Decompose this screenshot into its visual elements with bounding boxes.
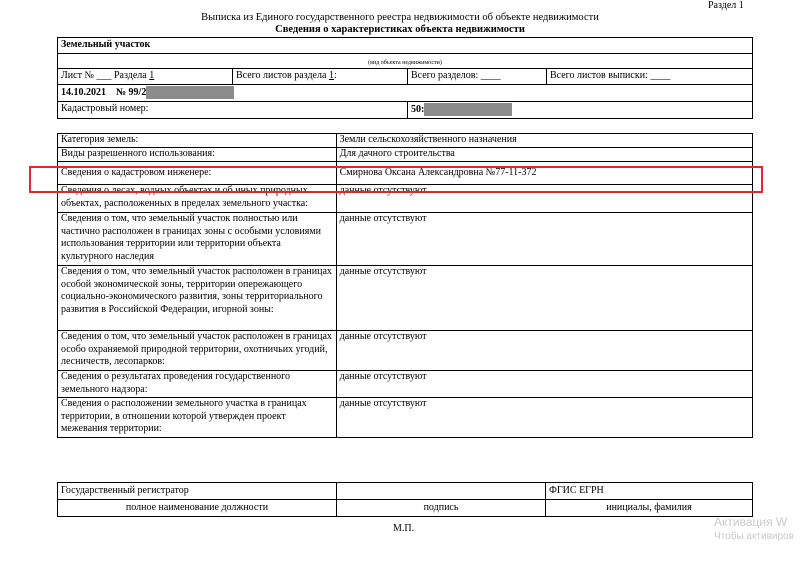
stamp-label: М.П. [393, 523, 415, 534]
row-value: Для дачного строительства [336, 148, 752, 162]
document-title: Выписка из Единого государственного реестра недвижимости об объекте недвижимости [201, 12, 599, 23]
row-label: Сведения о расположении земельного участка в границах территории, в отношении которой утвержден проект межевания территории: [58, 398, 337, 438]
row-label: Сведения о результатах проведения государственного земельного надзора: [58, 371, 337, 398]
row-label: Сведения о том, что земельный участок расположен в границах особой экономической зоны, территории опережающего социально-экономического развития, зоны территориального развития в Российской Федерации, игорной зоны: [58, 266, 337, 331]
total-section-sheets-suffix: : [333, 70, 337, 81]
row-label: Сведения о том, что земельный участок полностью или частично расположен в границах зоны с особыми условиями использования территории или территории объекта культурного наследия [58, 213, 337, 266]
object-type-hint: (вид объекта недвижимости) [58, 54, 753, 69]
total-extract-sheets: Всего листов выписки: ____ [547, 69, 753, 85]
row-label: Сведения о кадастровом инженере: [58, 162, 337, 185]
total-section-sheets-cell [233, 69, 408, 85]
total-section-sheets-label: Всего листов раздела [236, 70, 327, 81]
row-value: данные отсутствуют [336, 398, 752, 438]
row-value: данные отсутствуют [336, 185, 752, 213]
total-section-sheets-value: 1 [328, 70, 334, 81]
sheet-info-cell [58, 69, 233, 85]
sheet-number-label: Лист № ___ [61, 70, 112, 81]
table-row [58, 398, 753, 438]
document-subtitle: Сведения о характеристиках объекта недвижимости [275, 24, 525, 35]
object-header-table [57, 37, 753, 119]
name-hint: инициалы, фамилия [546, 500, 753, 517]
table-row [58, 371, 753, 398]
registrar-signature-cell [337, 483, 546, 500]
activation-watermark: Активация W [714, 515, 788, 529]
object-type: Земельный участок [58, 38, 753, 54]
cadastral-prefix: 50: [411, 103, 425, 115]
cadastral-value-cell [408, 102, 753, 119]
section-number-label: Раздела [113, 70, 147, 81]
table-row [58, 213, 753, 266]
row-value: Земли сельскохозяйственного назначения [336, 134, 752, 148]
row-value: данные отсутствуют [336, 371, 752, 398]
row-label: Виды разрешенного использования: [58, 148, 337, 162]
row-label: Сведения о том, что земельный участок расположен в границах особо охраняемой природной территории, охотничьих угодий, лесничеств, лесопарков: [58, 331, 337, 371]
total-sections: Всего разделов: ____ [408, 69, 547, 85]
extract-date: 14.10.2021 [61, 86, 106, 98]
extract-number: № 99/2 [116, 86, 147, 98]
redacted-number [146, 86, 234, 99]
table-row [58, 134, 753, 148]
registrar-org: ФГИС ЕГРН [546, 483, 753, 500]
section-number-value: 1 [149, 70, 155, 81]
signature-hint: подпись [337, 500, 546, 517]
activation-watermark-hint: Чтобы активиров [714, 531, 794, 542]
row-label: Сведения о лесах, водных объектах и об иных природных объектах, расположенных в пределах земельного участка: [58, 185, 337, 213]
table-row [58, 148, 753, 162]
row-value: данные отсутствуют [336, 266, 752, 331]
row-label: Категория земель: [58, 134, 337, 148]
registrar-table [57, 482, 753, 517]
position-hint: полное наименование должности [58, 500, 337, 517]
row-value: данные отсутствуют [336, 213, 752, 266]
highlight-box [29, 166, 763, 193]
registrar-label: Государственный регистратор [58, 483, 337, 500]
row-value: Смирнова Оксана Александровна №77-11-372 [336, 162, 752, 185]
date-number-row [58, 85, 753, 102]
table-row [58, 266, 753, 331]
row-value: данные отсутствуют [336, 331, 752, 371]
table-row [58, 331, 753, 371]
cadastral-label: Кадастровый номер: [58, 102, 408, 119]
section-label: Раздел 1 [708, 0, 744, 11]
redacted-cadastral-number [424, 103, 512, 116]
